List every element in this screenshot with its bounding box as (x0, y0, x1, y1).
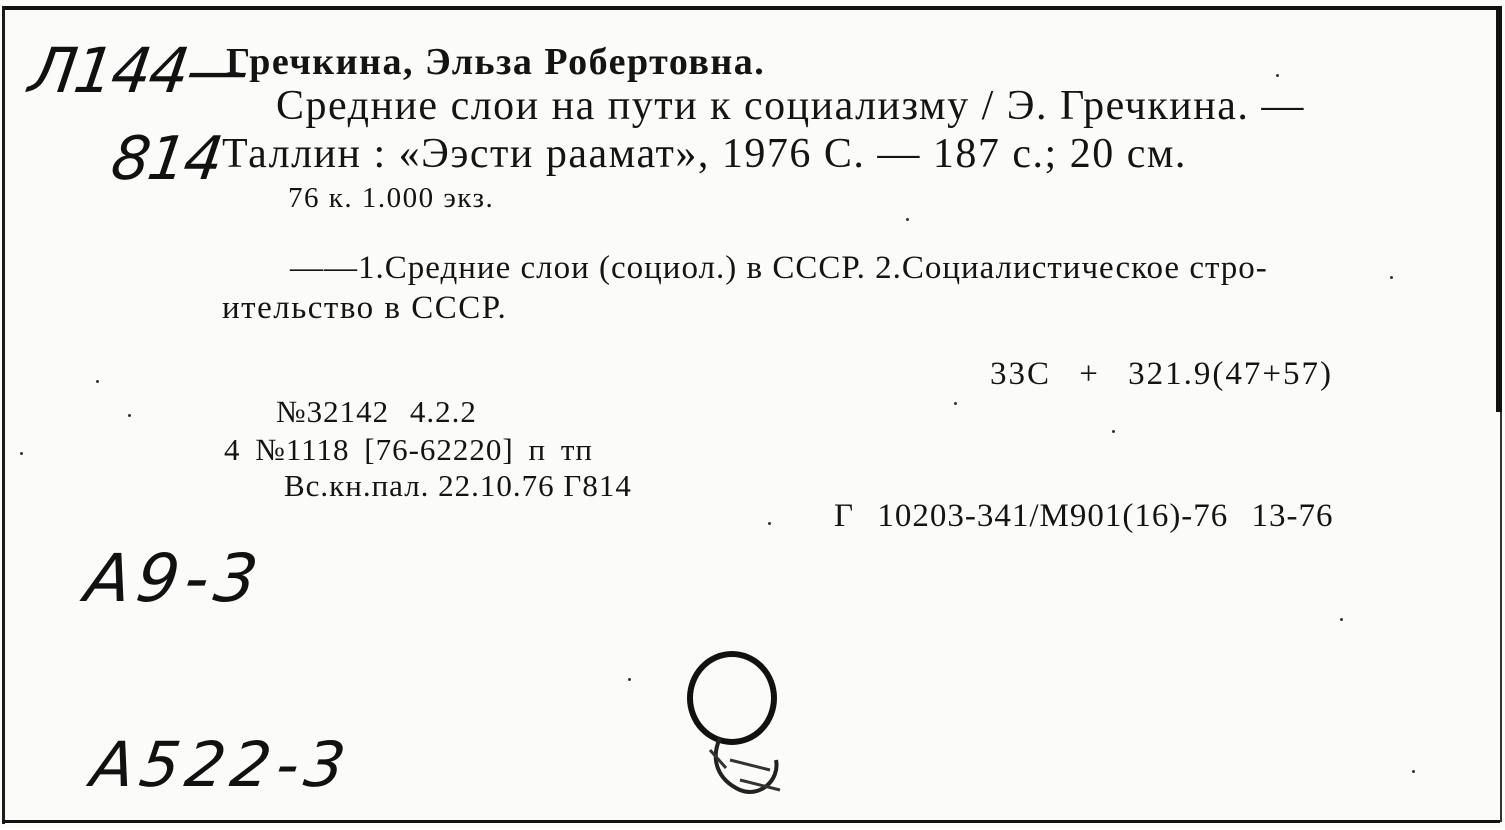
catalog-code-line: Г 10203-341/М901(16)-76 13-76 (834, 498, 1334, 534)
scan-speck (954, 402, 957, 405)
scan-speck (128, 414, 131, 417)
price-line: 76 к. 1.000 экз. (288, 182, 495, 214)
handwritten-shelfmark-top: Л144— (24, 34, 253, 107)
scan-speck (1276, 74, 1279, 77)
imprint-line: Таллин : «Ээсти раамат», 1976 С. — 187 с.; 20 см. (222, 131, 1187, 177)
title-line: Средние слои на пути к социализму / Э. Гречкина. — (276, 83, 1305, 129)
classification-index: 33С + 321.9(47+57) (990, 356, 1333, 392)
library-stamp (680, 640, 820, 830)
scan-speck (906, 218, 909, 221)
scan-speck (768, 522, 771, 525)
author-heading: Гречкина, Эльза Робертовна. (226, 41, 766, 83)
card-border-top (4, 6, 1500, 10)
scan-speck (628, 678, 631, 681)
scan-speck (96, 380, 99, 383)
scan-speck (1112, 430, 1115, 433)
handwritten-shelfmark-bottom: 814 (107, 124, 226, 194)
record-number: №32142 4.2.2 (276, 394, 477, 429)
card-border-right (1496, 6, 1502, 412)
scan-speck (1412, 770, 1415, 773)
subjects-line-2: ительство в СССР. (222, 290, 508, 326)
subjects-line-1: ——1.Средние слои (социол.) в СССР. 2.Социалистическое стро- (290, 250, 1268, 286)
scan-speck (1390, 276, 1393, 279)
card-border-right-lower (1500, 412, 1502, 822)
scan-speck (20, 452, 23, 455)
book-chamber-line: Вс.кн.пал. 22.10.76 Г814 (284, 468, 632, 503)
handwritten-location-2: А522-3 (86, 728, 356, 801)
handwritten-location-1: А9-3 (80, 540, 269, 617)
card-border-left (2, 6, 5, 824)
order-line: 4 №1118 [76-62220] п тп (224, 432, 593, 467)
scan-speck (1340, 618, 1343, 621)
